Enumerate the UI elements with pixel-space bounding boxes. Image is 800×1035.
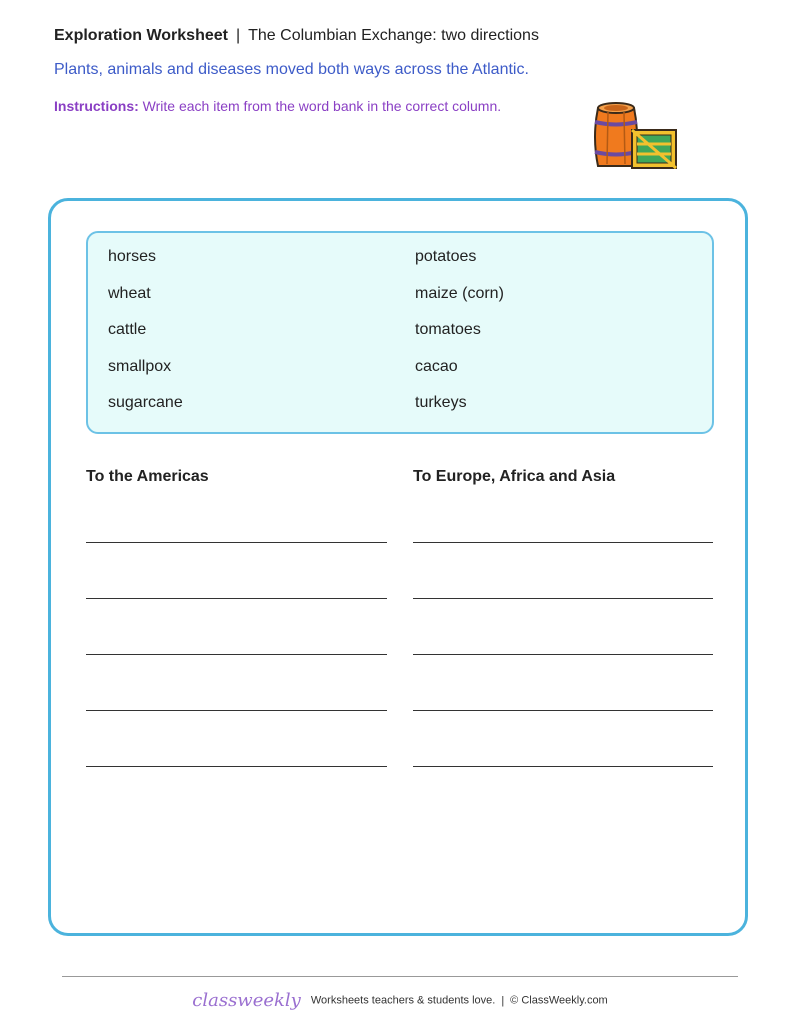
word-bank <box>86 231 714 434</box>
word-bank-item: cacao <box>415 357 458 375</box>
answer-line-old-world-3[interactable] <box>413 654 713 655</box>
word-bank-item: wheat <box>108 284 151 302</box>
answer-line-americas-2[interactable] <box>86 598 387 599</box>
footer-copyright: © ClassWeekly.com <box>510 994 608 1007</box>
footer <box>0 990 800 1011</box>
word-bank-item: turkeys <box>415 394 467 411</box>
answer-line-old-world-1[interactable] <box>413 542 713 543</box>
instructions-label: Instructions: <box>54 98 139 114</box>
title-separator: | <box>235 27 241 44</box>
word-bank-item: smallpox <box>108 357 172 375</box>
word-bank-left-column <box>108 247 183 430</box>
answer-line-americas-5[interactable] <box>86 766 387 767</box>
barrel-and-crate-icon <box>588 100 680 174</box>
answer-line-americas-1[interactable] <box>86 542 387 543</box>
word-bank-item: sugarcane <box>108 394 183 411</box>
answer-line-americas-4[interactable] <box>86 710 387 711</box>
page-title <box>54 27 539 45</box>
footer-tagline: Worksheets teachers & students love. <box>310 994 496 1007</box>
answer-line-old-world-4[interactable] <box>413 710 713 711</box>
answer-line-old-world-5[interactable] <box>413 766 713 767</box>
subtitle: Plants, animals and diseases moved both ways across the Atlantic. <box>54 61 529 78</box>
worksheet-topic: The Columbian Exchange: two directions <box>248 27 539 44</box>
column-heading-europe-africa-asia: To Europe, Africa and Asia <box>413 468 616 485</box>
answer-line-old-world-2[interactable] <box>413 598 713 599</box>
answer-line-americas-3[interactable] <box>86 654 387 655</box>
footer-separator: | <box>501 994 505 1007</box>
word-bank-item: tomatoes <box>415 321 481 338</box>
column-heading-americas: To the Americas <box>86 468 209 485</box>
footer-divider <box>62 976 738 977</box>
worksheet-type: Exploration Worksheet <box>54 27 228 44</box>
word-bank-item: horses <box>108 248 157 265</box>
word-bank-item: potatoes <box>415 248 477 265</box>
word-bank-item: maize (corn) <box>415 284 504 302</box>
instructions <box>54 98 501 114</box>
brand-logo: classweekly <box>192 990 301 1011</box>
instructions-text: Write each item from the word bank in the correct column. <box>142 98 502 114</box>
word-bank-right-column <box>415 247 504 430</box>
word-bank-item: cattle <box>108 321 147 338</box>
